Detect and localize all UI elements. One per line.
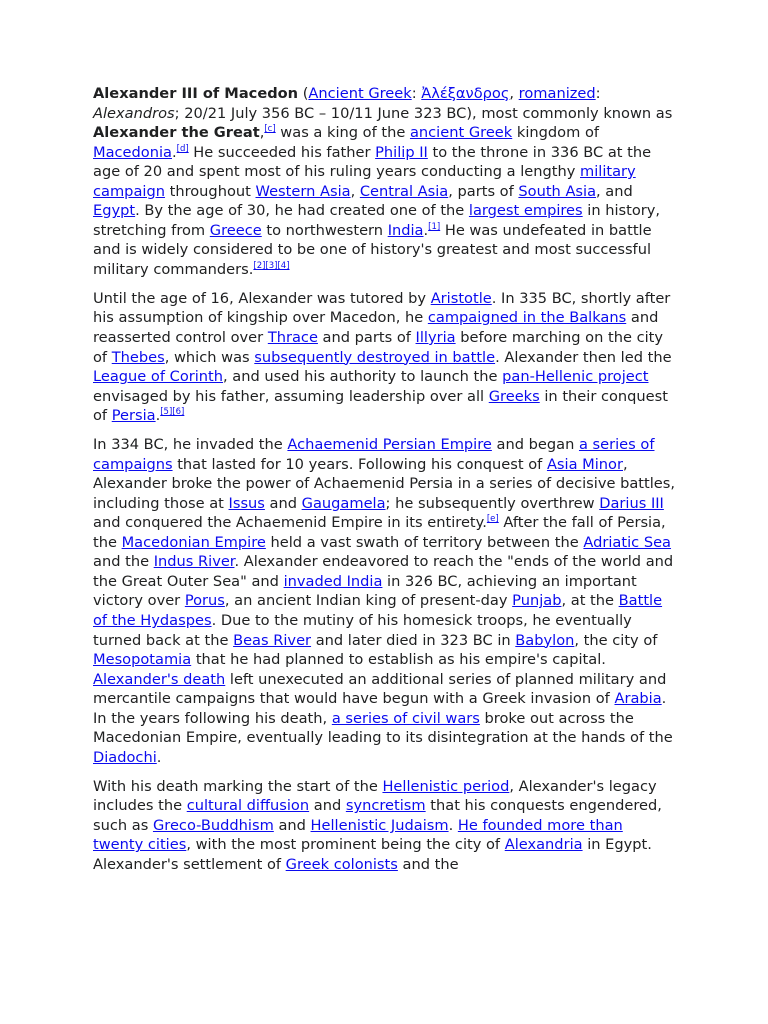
link-greek-colonists[interactable]: Greek colonists bbox=[285, 855, 398, 873]
text-run: and bbox=[309, 797, 346, 815]
text-run: in Egypt. Alexander's settlement of bbox=[93, 836, 652, 873]
bold-term: Alexander III of Macedon bbox=[93, 85, 299, 102]
link-philip-ii[interactable]: Philip II bbox=[375, 143, 428, 161]
text-run: ; 20/21 July 356 BC – 10/11 June 323 BC), most commonly known as bbox=[174, 104, 673, 122]
text-run: , Alexander broke the power of Achaemenid Persia in a series of decisive battles, including those at bbox=[93, 455, 675, 512]
link-alexander-s-death[interactable]: Alexander's death bbox=[93, 670, 226, 688]
link-beas-river[interactable]: Beas River bbox=[233, 631, 312, 649]
text-run: and began bbox=[491, 436, 579, 454]
citation bbox=[487, 514, 499, 524]
link-item[interactable]: Ἀλέξανδρος bbox=[421, 85, 510, 102]
citation-link[interactable]: [1] bbox=[428, 221, 441, 232]
link-western-asia[interactable]: Western Asia bbox=[255, 182, 351, 200]
paragraph-2 bbox=[93, 289, 675, 426]
link-babylon[interactable]: Babylon bbox=[515, 631, 575, 649]
paragraph-1 bbox=[93, 84, 675, 279]
text-run: , bbox=[350, 182, 360, 200]
text-run: . In 335 BC, shortly after his assumption of kingship over Macedon, he bbox=[93, 289, 671, 327]
text-run: that his conquests engendered, such as bbox=[93, 797, 662, 834]
text-run: left unexecuted an additional series of planned military and mercantile campaigns that would have begun with a Greek invasion of bbox=[93, 670, 667, 708]
link-darius-iii[interactable]: Darius III bbox=[599, 494, 664, 512]
text-run: ( bbox=[298, 85, 309, 102]
link-subsequently-destroyed-in-battle[interactable]: subsequently destroyed in battle bbox=[254, 348, 496, 366]
link-campaigned-in-the-balkans[interactable]: campaigned in the Balkans bbox=[427, 309, 627, 327]
text-run: broke out across the Macedonian Empire, eventually leading to its disintegration at the hands of the bbox=[93, 709, 673, 747]
link-greco-buddhism[interactable]: Greco-Buddhism bbox=[152, 816, 274, 834]
text-run: and conquered the Achaemenid Empire in its entirety. bbox=[93, 514, 487, 532]
text-run: , the city of bbox=[574, 631, 658, 649]
text-run: kingdom of bbox=[512, 124, 600, 142]
text-run: and later died in 323 BC in bbox=[311, 631, 516, 649]
text-run: . Due to the mutiny of his homesick troops, he eventually turned back at the bbox=[93, 612, 632, 649]
link-arabia[interactable]: Arabia bbox=[614, 690, 662, 708]
text-run: . bbox=[155, 407, 161, 425]
citation bbox=[160, 407, 184, 417]
link-alexandria[interactable]: Alexandria bbox=[504, 836, 583, 854]
text-run: , bbox=[509, 85, 519, 102]
link-mesopotamia[interactable]: Mesopotamia bbox=[93, 651, 192, 669]
link-punjab[interactable]: Punjab bbox=[512, 592, 562, 610]
text-run: that lasted for 10 years. Following his conquest of bbox=[172, 455, 547, 473]
link-persia[interactable]: Persia bbox=[111, 407, 156, 425]
link-hellenistic-period[interactable]: Hellenistic period bbox=[382, 777, 510, 795]
link-aristotle[interactable]: Aristotle bbox=[430, 289, 492, 307]
citation-link[interactable]: [2][3][4] bbox=[253, 260, 290, 271]
citation bbox=[253, 261, 289, 271]
link-asia-minor[interactable]: Asia Minor bbox=[546, 455, 623, 473]
link-battle-of-the-hydaspes[interactable]: Battle of the Hydaspes bbox=[93, 592, 663, 629]
citation-link[interactable]: [5][6] bbox=[160, 407, 185, 418]
citation-link[interactable]: [c] bbox=[264, 124, 276, 135]
bold-term: Alexander the Great bbox=[93, 124, 260, 142]
text-run: held a vast swath of territory between the bbox=[265, 533, 584, 551]
article-body bbox=[93, 84, 675, 884]
link-military-campaign[interactable]: military campaign bbox=[93, 163, 636, 200]
text-run: In 334 BC, he invaded the bbox=[93, 436, 288, 454]
text-run: , at the bbox=[561, 592, 619, 610]
link-syncretism[interactable]: syncretism bbox=[345, 797, 426, 815]
link-largest-empires[interactable]: largest empires bbox=[468, 202, 583, 220]
text-run: to the throne in 336 BC at the age of 20 and spent most of his ruling years conducting a lengthy bbox=[93, 143, 652, 181]
paragraph-3 bbox=[93, 435, 675, 767]
citation-link[interactable]: [e] bbox=[486, 514, 499, 525]
text-run: . Alexander endeavored to reach the "ends of the world and the Great Outer Sea" and bbox=[93, 553, 674, 590]
text-run: and bbox=[264, 494, 302, 512]
text-run: was a king of the bbox=[275, 124, 410, 142]
text-run: . bbox=[171, 143, 177, 161]
text-run: , with the most prominent being the city of bbox=[186, 836, 505, 854]
text-run: envisaged by his father, assuming leadership over all bbox=[93, 387, 489, 405]
link-invaded-india[interactable]: invaded India bbox=[283, 572, 383, 590]
text-run: in 326 BC, achieving an important victory over bbox=[93, 572, 637, 610]
link-league-of-corinth[interactable]: League of Corinth bbox=[93, 368, 224, 386]
link-cultural-diffusion[interactable]: cultural diffusion bbox=[186, 797, 310, 815]
link-thrace[interactable]: Thrace bbox=[267, 328, 318, 346]
text-run: to northwestern bbox=[261, 221, 388, 239]
link-macedonian-empire[interactable]: Macedonian Empire bbox=[121, 533, 266, 551]
text-run: , and bbox=[596, 182, 633, 200]
link-romanized[interactable]: romanized bbox=[518, 85, 596, 102]
italic-term: Alexandros bbox=[93, 104, 175, 122]
link-a-series-of-campaigns[interactable]: a series of campaigns bbox=[93, 436, 655, 473]
link-pan-hellenic-project[interactable]: pan-Hellenic project bbox=[502, 368, 649, 386]
link-porus[interactable]: Porus bbox=[184, 592, 225, 610]
text-run: , which was bbox=[164, 348, 255, 366]
link-gaugamela[interactable]: Gaugamela bbox=[301, 494, 386, 512]
text-run: in history, stretching from bbox=[93, 202, 661, 239]
text-run: He succeeded his father bbox=[188, 143, 376, 161]
text-run: throughout bbox=[164, 182, 256, 200]
text-run: With his death marking the start of the bbox=[93, 777, 383, 795]
text-run: in their conquest of bbox=[93, 387, 668, 425]
text-run: and reasserted control over bbox=[93, 309, 659, 346]
link-hellenistic-judaism[interactable]: Hellenistic Judaism bbox=[310, 816, 449, 834]
text-run: . bbox=[448, 816, 458, 834]
link-macedonia[interactable]: Macedonia bbox=[93, 143, 172, 161]
link-a-series-of-civil-wars[interactable]: a series of civil wars bbox=[331, 709, 480, 727]
citation bbox=[177, 144, 189, 154]
text-run: ; he subsequently overthrew bbox=[385, 494, 600, 512]
link-he-founded-more-than-twenty-cities[interactable]: He founded more than twenty cities bbox=[93, 816, 623, 854]
text-run: and the bbox=[93, 553, 154, 571]
link-greeks[interactable]: Greeks bbox=[488, 387, 540, 405]
text-run: . bbox=[423, 221, 429, 239]
paragraph-4 bbox=[93, 777, 675, 875]
text-run: He was undefeated in battle and is widely considered to be one of history's greatest and most successful military commanders. bbox=[93, 221, 652, 278]
text-run: . bbox=[156, 748, 162, 766]
text-run: and parts of bbox=[317, 328, 416, 346]
text-run: that he had planned to establish as his empire's capital. bbox=[191, 651, 606, 669]
link-thebes[interactable]: Thebes bbox=[111, 348, 165, 366]
link-greece[interactable]: Greece bbox=[209, 221, 262, 239]
text-run: , and used his authority to launch the bbox=[223, 368, 503, 386]
link-illyria[interactable]: Illyria bbox=[415, 328, 456, 346]
link-ancient-greek[interactable]: Ancient Greek bbox=[308, 85, 412, 102]
text-run: and bbox=[273, 816, 311, 834]
link-south-asia[interactable]: South Asia bbox=[518, 182, 597, 200]
citation-link[interactable]: [d] bbox=[176, 143, 189, 154]
link-central-asia[interactable]: Central Asia bbox=[359, 182, 449, 200]
link-diadochi[interactable]: Diadochi bbox=[93, 748, 157, 766]
text-run: , bbox=[259, 124, 265, 142]
text-run: . In the years following his death, bbox=[93, 690, 667, 727]
link-india[interactable]: India bbox=[387, 221, 424, 239]
text-run: before marching on the city of bbox=[93, 328, 664, 366]
text-run: , an ancient Indian king of present-day bbox=[224, 592, 513, 610]
text-run: and the bbox=[397, 855, 459, 873]
text-run: , parts of bbox=[448, 182, 519, 200]
text-run: : bbox=[411, 85, 422, 102]
text-run: : bbox=[595, 85, 601, 102]
link-ancient-greek[interactable]: ancient Greek bbox=[409, 124, 513, 142]
link-indus-river[interactable]: Indus River bbox=[153, 553, 235, 571]
citation bbox=[428, 222, 440, 232]
link-egypt[interactable]: Egypt bbox=[93, 202, 136, 220]
link-achaemenid-persian-empire[interactable]: Achaemenid Persian Empire bbox=[287, 436, 492, 454]
text-run: After the fall of Persia, the bbox=[93, 514, 666, 551]
text-run: , Alexander's legacy includes the bbox=[93, 777, 657, 815]
link-adriatic-sea[interactable]: Adriatic Sea bbox=[583, 533, 672, 551]
citation bbox=[264, 124, 275, 134]
text-run: . Alexander then led the bbox=[495, 348, 672, 366]
link-issus[interactable]: Issus bbox=[228, 494, 265, 512]
text-run: Until the age of 16, Alexander was tutored by bbox=[93, 289, 431, 307]
text-run: . By the age of 30, he had created one of the bbox=[135, 202, 469, 220]
